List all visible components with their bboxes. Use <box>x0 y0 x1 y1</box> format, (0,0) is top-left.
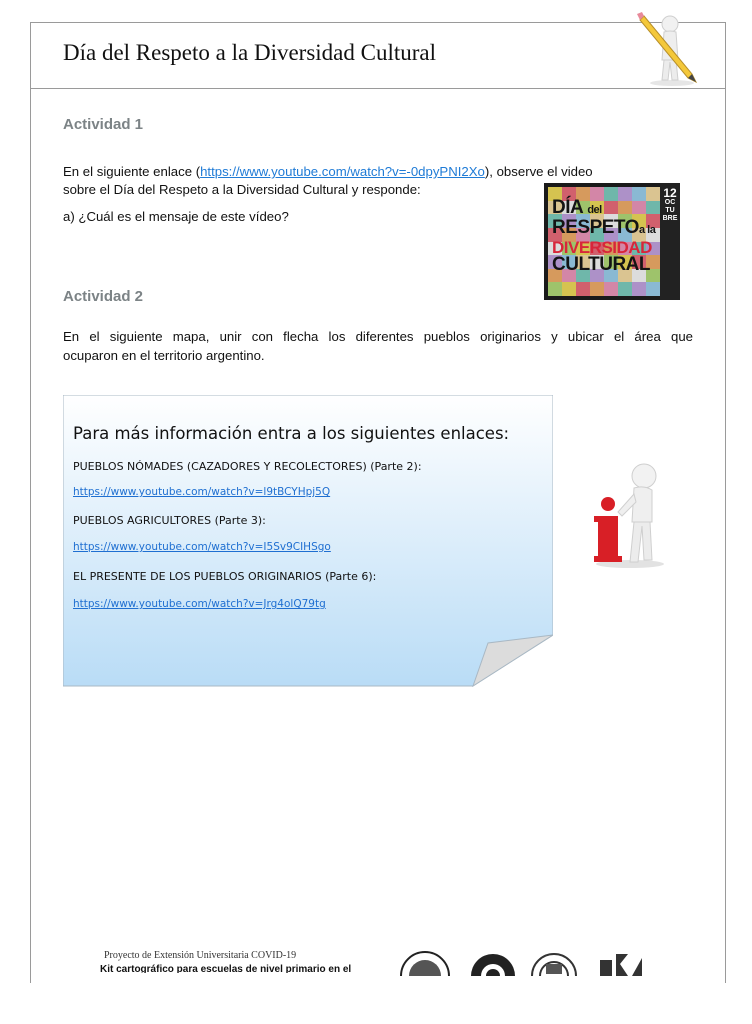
poster-tile <box>632 282 646 296</box>
poster-tile <box>604 282 618 296</box>
activity-1-line2: sobre el Día del Respeto a la Diversidad Cultural y responde: <box>63 182 421 197</box>
info-item-3-label: EL PRESENTE DE LOS PUEBLOS ORIGINARIOS (Parte 6): <box>73 570 377 583</box>
header-divider <box>30 88 726 89</box>
pencil-figure-icon <box>636 10 704 86</box>
poster-title <box>552 199 664 273</box>
institution-logo-icon <box>598 950 644 976</box>
university-seal-1-icon <box>400 950 450 976</box>
poster-word-a-la: a la <box>638 224 656 236</box>
poster-month: OC TU BRE <box>662 199 678 222</box>
question-a: a) ¿Cuál es el mensaje de este vídeo? <box>63 209 289 224</box>
footer-project-line: Proyecto de Extensión Universitaria COVID-19 <box>104 950 297 961</box>
poster-date <box>660 183 680 300</box>
poster-tile <box>646 282 660 296</box>
poster-tile <box>562 282 576 296</box>
poster-word-dia: DÍA <box>552 197 583 218</box>
info-figure-icon <box>590 460 670 570</box>
activity-1-text-lead: En el siguiente enlace ( <box>63 164 201 179</box>
activity-2-heading: Actividad 2 <box>63 288 144 305</box>
info-item-3-link[interactable]: https://www.youtube.com/watch?v=Jrg4olQ79tg <box>73 598 326 610</box>
poster-word-diversidad: DIVERSIDAD <box>552 238 652 257</box>
info-item-1-label: PUEBLOS NÓMADES (CAZADORES Y RECOLECTORES) (Parte 2): <box>73 460 422 473</box>
poster-day: 12 <box>663 186 677 200</box>
info-item-2-label: PUEBLOS AGRICULTORES (Parte 3): <box>73 514 266 527</box>
poster-word-respeto: RESPETO <box>552 217 639 238</box>
activity-1-text <box>63 163 703 181</box>
footer-kit-line: Kit cartográfico para escuelas de nivel primario en el <box>100 964 352 973</box>
university-seal-3-icon <box>530 950 578 976</box>
info-note-title: Para más información entra a los siguientes enlaces: <box>73 424 510 443</box>
info-item-2-link[interactable]: https://www.youtube.com/watch?v=I5Sv9CIHSgo <box>73 541 331 553</box>
poster-word-del: del <box>587 204 602 216</box>
diversity-day-poster <box>544 183 680 300</box>
poster-tile <box>576 282 590 296</box>
poster-tile <box>590 282 604 296</box>
activity-2-line2: ocuparon en el territorio argentino. <box>63 348 265 363</box>
page-title: Día del Respeto a la Diversidad Cultural <box>63 40 437 65</box>
activity-2-line1: En el siguiente mapa, unir con flecha los diferentes pueblos originarios y ubicar el área que <box>63 329 693 344</box>
activity-1-text-tail: ), observe el video <box>484 164 593 179</box>
poster-word-cultural: CULTURAL <box>552 254 651 275</box>
youtube-link-activity-1[interactable]: https://www.youtube.com/watch?v=-0dpyPNI2Xo <box>200 164 485 179</box>
info-item-1-link[interactable]: https://www.youtube.com/watch?v=l9tBCYHpj5Q <box>73 486 331 498</box>
poster-tile <box>618 282 632 296</box>
poster-tile <box>548 282 562 296</box>
activity-1-heading: Actividad 1 <box>63 116 144 133</box>
university-seal-2-icon <box>470 950 516 976</box>
